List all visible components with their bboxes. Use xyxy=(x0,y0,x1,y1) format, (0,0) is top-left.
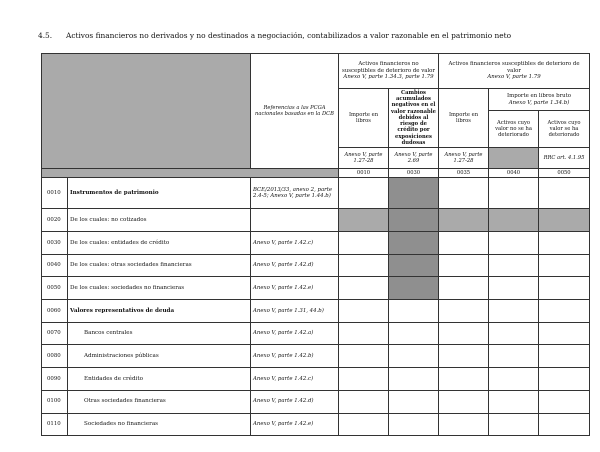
col-code: 0030 xyxy=(389,169,439,178)
row-label: Entidades de crédito xyxy=(68,368,251,391)
data-cell[interactable] xyxy=(439,300,489,323)
row-code: 0100 xyxy=(42,390,68,413)
data-cell[interactable] xyxy=(439,232,489,255)
data-cell[interactable] xyxy=(389,345,439,368)
data-cell[interactable] xyxy=(489,390,539,413)
shaded-cell xyxy=(389,277,439,300)
col-code: 0035 xyxy=(439,169,489,178)
data-cell[interactable] xyxy=(539,277,590,300)
row-label: De los cuales: sociedades no financieras xyxy=(68,277,251,300)
row-code: 0080 xyxy=(42,345,68,368)
row-code: 0030 xyxy=(42,232,68,255)
shaded-cell xyxy=(389,232,439,255)
shaded-cell xyxy=(339,209,389,232)
header-ref-col: Referencias a las PCGA nacionales basadas en la DCB xyxy=(251,54,339,169)
data-cell[interactable] xyxy=(389,413,439,436)
data-cell[interactable] xyxy=(339,277,389,300)
ref-0050: RRC art. 4.1.95 xyxy=(539,148,590,169)
table-row xyxy=(42,277,590,300)
data-cell[interactable] xyxy=(489,300,539,323)
data-cell[interactable] xyxy=(539,345,590,368)
data-cell[interactable] xyxy=(539,390,590,413)
row-label: Administraciones públicas xyxy=(68,345,251,368)
importe-bruto-ref: Anexo V, parte 1.34.b) xyxy=(508,99,570,106)
table-row xyxy=(42,254,590,277)
data-cell[interactable] xyxy=(439,413,489,436)
col-codes-blank xyxy=(42,169,339,178)
data-cell[interactable] xyxy=(539,300,590,323)
shaded-cell xyxy=(489,209,539,232)
ref-0040 xyxy=(489,148,539,169)
data-cell[interactable] xyxy=(489,178,539,209)
table-body xyxy=(42,178,590,436)
data-cell[interactable] xyxy=(489,254,539,277)
row-code: 0060 xyxy=(42,300,68,323)
section-title-text: Activos financieros no derivados y no destinados a negociación, contabilizados a valor razonable en el patrimonio neto xyxy=(66,31,512,40)
row-code: 0090 xyxy=(42,368,68,391)
row-label: De los cuales: no cotizados xyxy=(68,209,251,232)
row-label: Bancos centrales xyxy=(68,322,251,345)
data-cell[interactable] xyxy=(339,413,389,436)
row-reference: Anexo V, parte 1.42.d) xyxy=(251,254,339,277)
group-no-deter-ref: Anexo V, parte 1.34.3, parte 1.79 xyxy=(343,74,434,81)
data-cell[interactable] xyxy=(339,178,389,209)
data-cell[interactable] xyxy=(489,277,539,300)
header-group-no-deterioro xyxy=(339,54,439,89)
data-cell[interactable] xyxy=(389,390,439,413)
row-reference: Anexo V, parte 1.42.b) xyxy=(251,345,339,368)
data-cell[interactable] xyxy=(489,413,539,436)
data-cell[interactable] xyxy=(339,368,389,391)
table-row xyxy=(42,178,590,209)
row-reference: Anexo V, parte 1.31, 44.b) xyxy=(251,300,339,323)
importe-bruto-label: Importe en libros bruto xyxy=(506,93,572,100)
row-code: 0050 xyxy=(42,277,68,300)
data-cell[interactable] xyxy=(539,232,590,255)
header-group-deterioro xyxy=(439,54,590,89)
table-header xyxy=(42,54,590,178)
header-blank xyxy=(42,54,251,169)
ref-0035: Anexo V, parte 1.27-28 xyxy=(439,148,489,169)
ref-0010: Anexo V, parte 1.27-28 xyxy=(339,148,389,169)
shaded-cell xyxy=(389,254,439,277)
row-label: Instrumentos de patrimonio xyxy=(68,178,251,209)
data-cell[interactable] xyxy=(439,277,489,300)
data-cell[interactable] xyxy=(489,232,539,255)
group-deter-label: Activos financieros susceptibles de deterioro de valor xyxy=(448,61,580,74)
header-cambios-0030: Cambios acumulados negativos en el valor razonable debidos al riesgo de crédito por exposiciones dudosas xyxy=(389,89,439,148)
data-cell[interactable] xyxy=(489,322,539,345)
group-deter-ref: Anexo V, parte 1.79 xyxy=(487,74,541,81)
data-cell[interactable] xyxy=(389,300,439,323)
data-cell[interactable] xyxy=(389,368,439,391)
table-row xyxy=(42,209,590,232)
header-importe-libros-0035: Importe en libros xyxy=(439,89,489,148)
col-code: 0050 xyxy=(539,169,590,178)
data-cell[interactable] xyxy=(439,254,489,277)
shaded-cell xyxy=(539,209,590,232)
header-importe-libros-0010: Importe en libros xyxy=(339,89,389,148)
data-cell[interactable] xyxy=(389,322,439,345)
row-reference: Anexo V, parte 1.42.c) xyxy=(251,232,339,255)
row-label: De los cuales: entidades de crédito xyxy=(68,232,251,255)
col-code: 0040 xyxy=(489,169,539,178)
row-code: 0020 xyxy=(42,209,68,232)
data-cell[interactable] xyxy=(439,368,489,391)
data-cell[interactable] xyxy=(439,345,489,368)
section-title xyxy=(38,31,511,40)
table-row xyxy=(42,300,590,323)
shaded-cell xyxy=(389,209,439,232)
data-cell[interactable] xyxy=(539,254,590,277)
data-cell[interactable] xyxy=(339,390,389,413)
header-importe-bruto xyxy=(489,89,590,111)
data-cell[interactable] xyxy=(339,254,389,277)
table-row xyxy=(42,232,590,255)
row-reference: Anexo V, parte 1.42.a) xyxy=(251,322,339,345)
row-code: 0010 xyxy=(42,178,68,209)
data-cell[interactable] xyxy=(439,390,489,413)
table-row xyxy=(42,322,590,345)
row-code: 0110 xyxy=(42,413,68,436)
shaded-cell xyxy=(439,209,489,232)
data-cell[interactable] xyxy=(539,322,590,345)
row-reference: Anexo V, parte 1.42.e) xyxy=(251,277,339,300)
row-reference: Anexo V, parte 1.42.e) xyxy=(251,413,339,436)
table-row xyxy=(42,368,590,391)
row-label: Valores representativos de deuda xyxy=(68,300,251,323)
header-activos-deter: Activos cuyo valor se ha deteriorado xyxy=(539,111,590,148)
data-cell[interactable] xyxy=(539,178,590,209)
data-cell[interactable] xyxy=(339,300,389,323)
shaded-cell xyxy=(389,178,439,209)
data-cell[interactable] xyxy=(539,368,590,391)
row-label: Sociedades no financieras xyxy=(68,413,251,436)
data-cell[interactable] xyxy=(489,368,539,391)
data-cell[interactable] xyxy=(439,322,489,345)
row-reference xyxy=(251,209,339,232)
data-cell[interactable] xyxy=(489,345,539,368)
row-reference: Anexo V, parte 1.42.c) xyxy=(251,368,339,391)
col-code: 0010 xyxy=(339,169,389,178)
row-reference: Anexo V, parte 1.42.d) xyxy=(251,390,339,413)
data-cell[interactable] xyxy=(539,413,590,436)
financial-assets-table xyxy=(41,53,590,436)
data-cell[interactable] xyxy=(439,178,489,209)
table-row xyxy=(42,413,590,436)
ref-0030: Anexo V, parte 2.69 xyxy=(389,148,439,169)
data-cell[interactable] xyxy=(339,345,389,368)
table-row xyxy=(42,390,590,413)
row-code: 0070 xyxy=(42,322,68,345)
data-cell[interactable] xyxy=(339,322,389,345)
row-code: 0040 xyxy=(42,254,68,277)
section-number: 4.5. xyxy=(38,31,53,40)
row-reference: BCE/2013/33, anexo 2, parte 2.4-5; Anexo V, parte 1.44.b) xyxy=(251,178,339,209)
table-row xyxy=(42,345,590,368)
header-activos-no-deter: Activos cuyo valor no se ha deteriorado xyxy=(489,111,539,148)
row-label: De los cuales: otras sociedades financieras xyxy=(68,254,251,277)
row-label: Otras sociedades financieras xyxy=(68,390,251,413)
group-no-deter-label: Activos financieros no susceptibles de deterioro de valor xyxy=(342,61,435,74)
data-cell[interactable] xyxy=(339,232,389,255)
